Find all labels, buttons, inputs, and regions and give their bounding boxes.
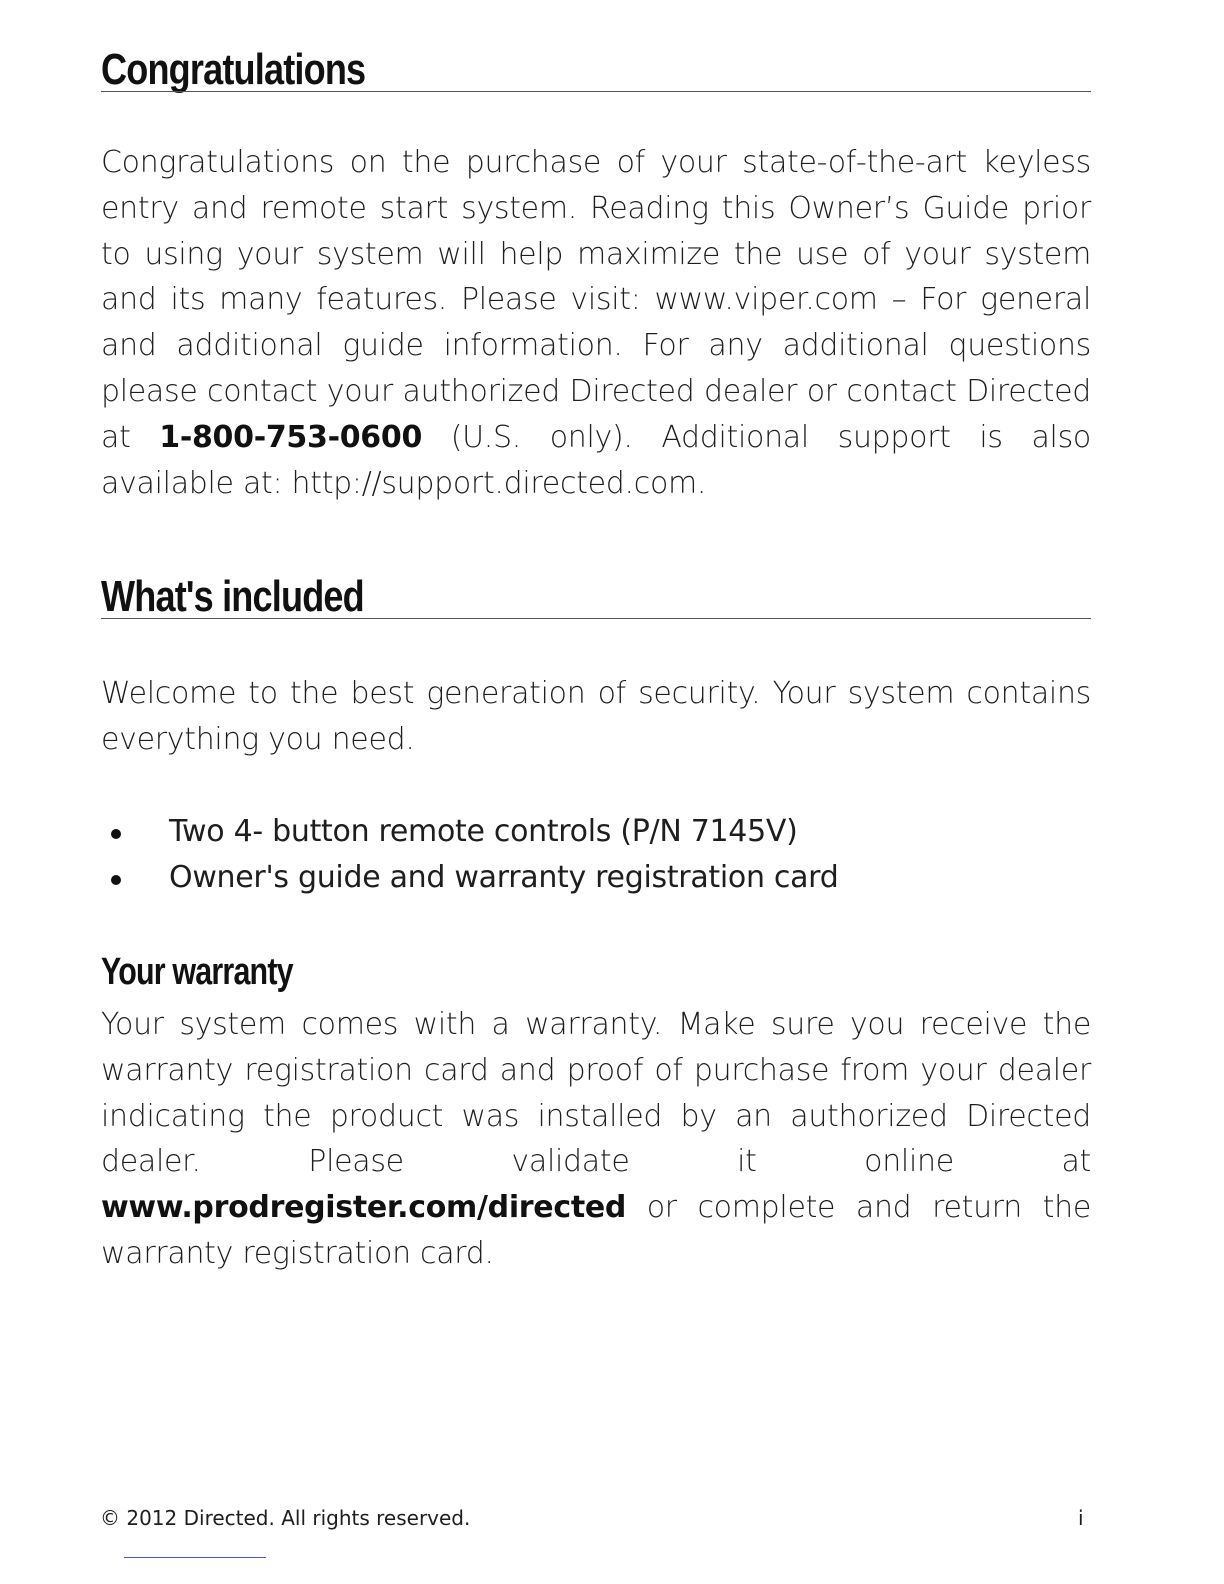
bullet-icon: [111, 875, 121, 885]
congratulations-heading: Congratulations: [101, 45, 366, 94]
included-items-list: [101, 809, 1091, 901]
warranty-paragraph: [101, 1002, 1091, 1277]
list-item: [101, 855, 1091, 901]
list-item-text: Owner's guide and warranty registration card: [169, 860, 839, 895]
congratulations-text-end: (U.S. only). Additional support is also available at: http://support.directed.com.: [101, 419, 1091, 501]
whats-included-heading-row: [101, 565, 1091, 619]
warranty-text-end: or complete and return the warranty registration card.: [101, 1190, 1091, 1271]
whats-included-heading: What's included: [101, 572, 364, 621]
congratulations-text: Congratulations on the purchase of your state-of-the-art keyless entry and remote start system. Reading this Owner’s Guide prior to using your system will help maximize the use of your system and its many features. Please visit: www.viper.com – For general and additional guide information. For any additional questions please contact your authorized Directed dealer or contact Directed at: [101, 145, 1091, 455]
support-phone-number: 1-800-753-0600: [159, 419, 423, 455]
congratulations-heading-row: [101, 38, 1091, 92]
whats-included-intro: Welcome to the best generation of security. Your system contains everything you need.: [101, 676, 1091, 757]
warranty-text: Your system comes with a warranty. Make sure you receive the warranty registration card and proof of purchase from your dealer indicating the product was installed by an authorized Directed dealer. Please validate it online at: [101, 1007, 1091, 1180]
registration-link[interactable]: www.prodregister.com/directed: [101, 1190, 627, 1226]
bullet-icon: [111, 829, 121, 839]
list-item: [101, 809, 1091, 855]
congratulations-paragraph: [101, 140, 1091, 506]
copyright-notice: © 2012 Directed. All rights reserved.: [100, 1506, 471, 1530]
list-item-text: Two 4- button remote controls (P/N 7145V): [169, 814, 798, 849]
scan-artifact-line: [124, 1557, 266, 1558]
heading-rule: [101, 91, 1091, 92]
warranty-heading: Your warranty: [101, 951, 293, 993]
heading-rule: [101, 618, 1091, 619]
page-number: i: [1078, 1506, 1084, 1530]
